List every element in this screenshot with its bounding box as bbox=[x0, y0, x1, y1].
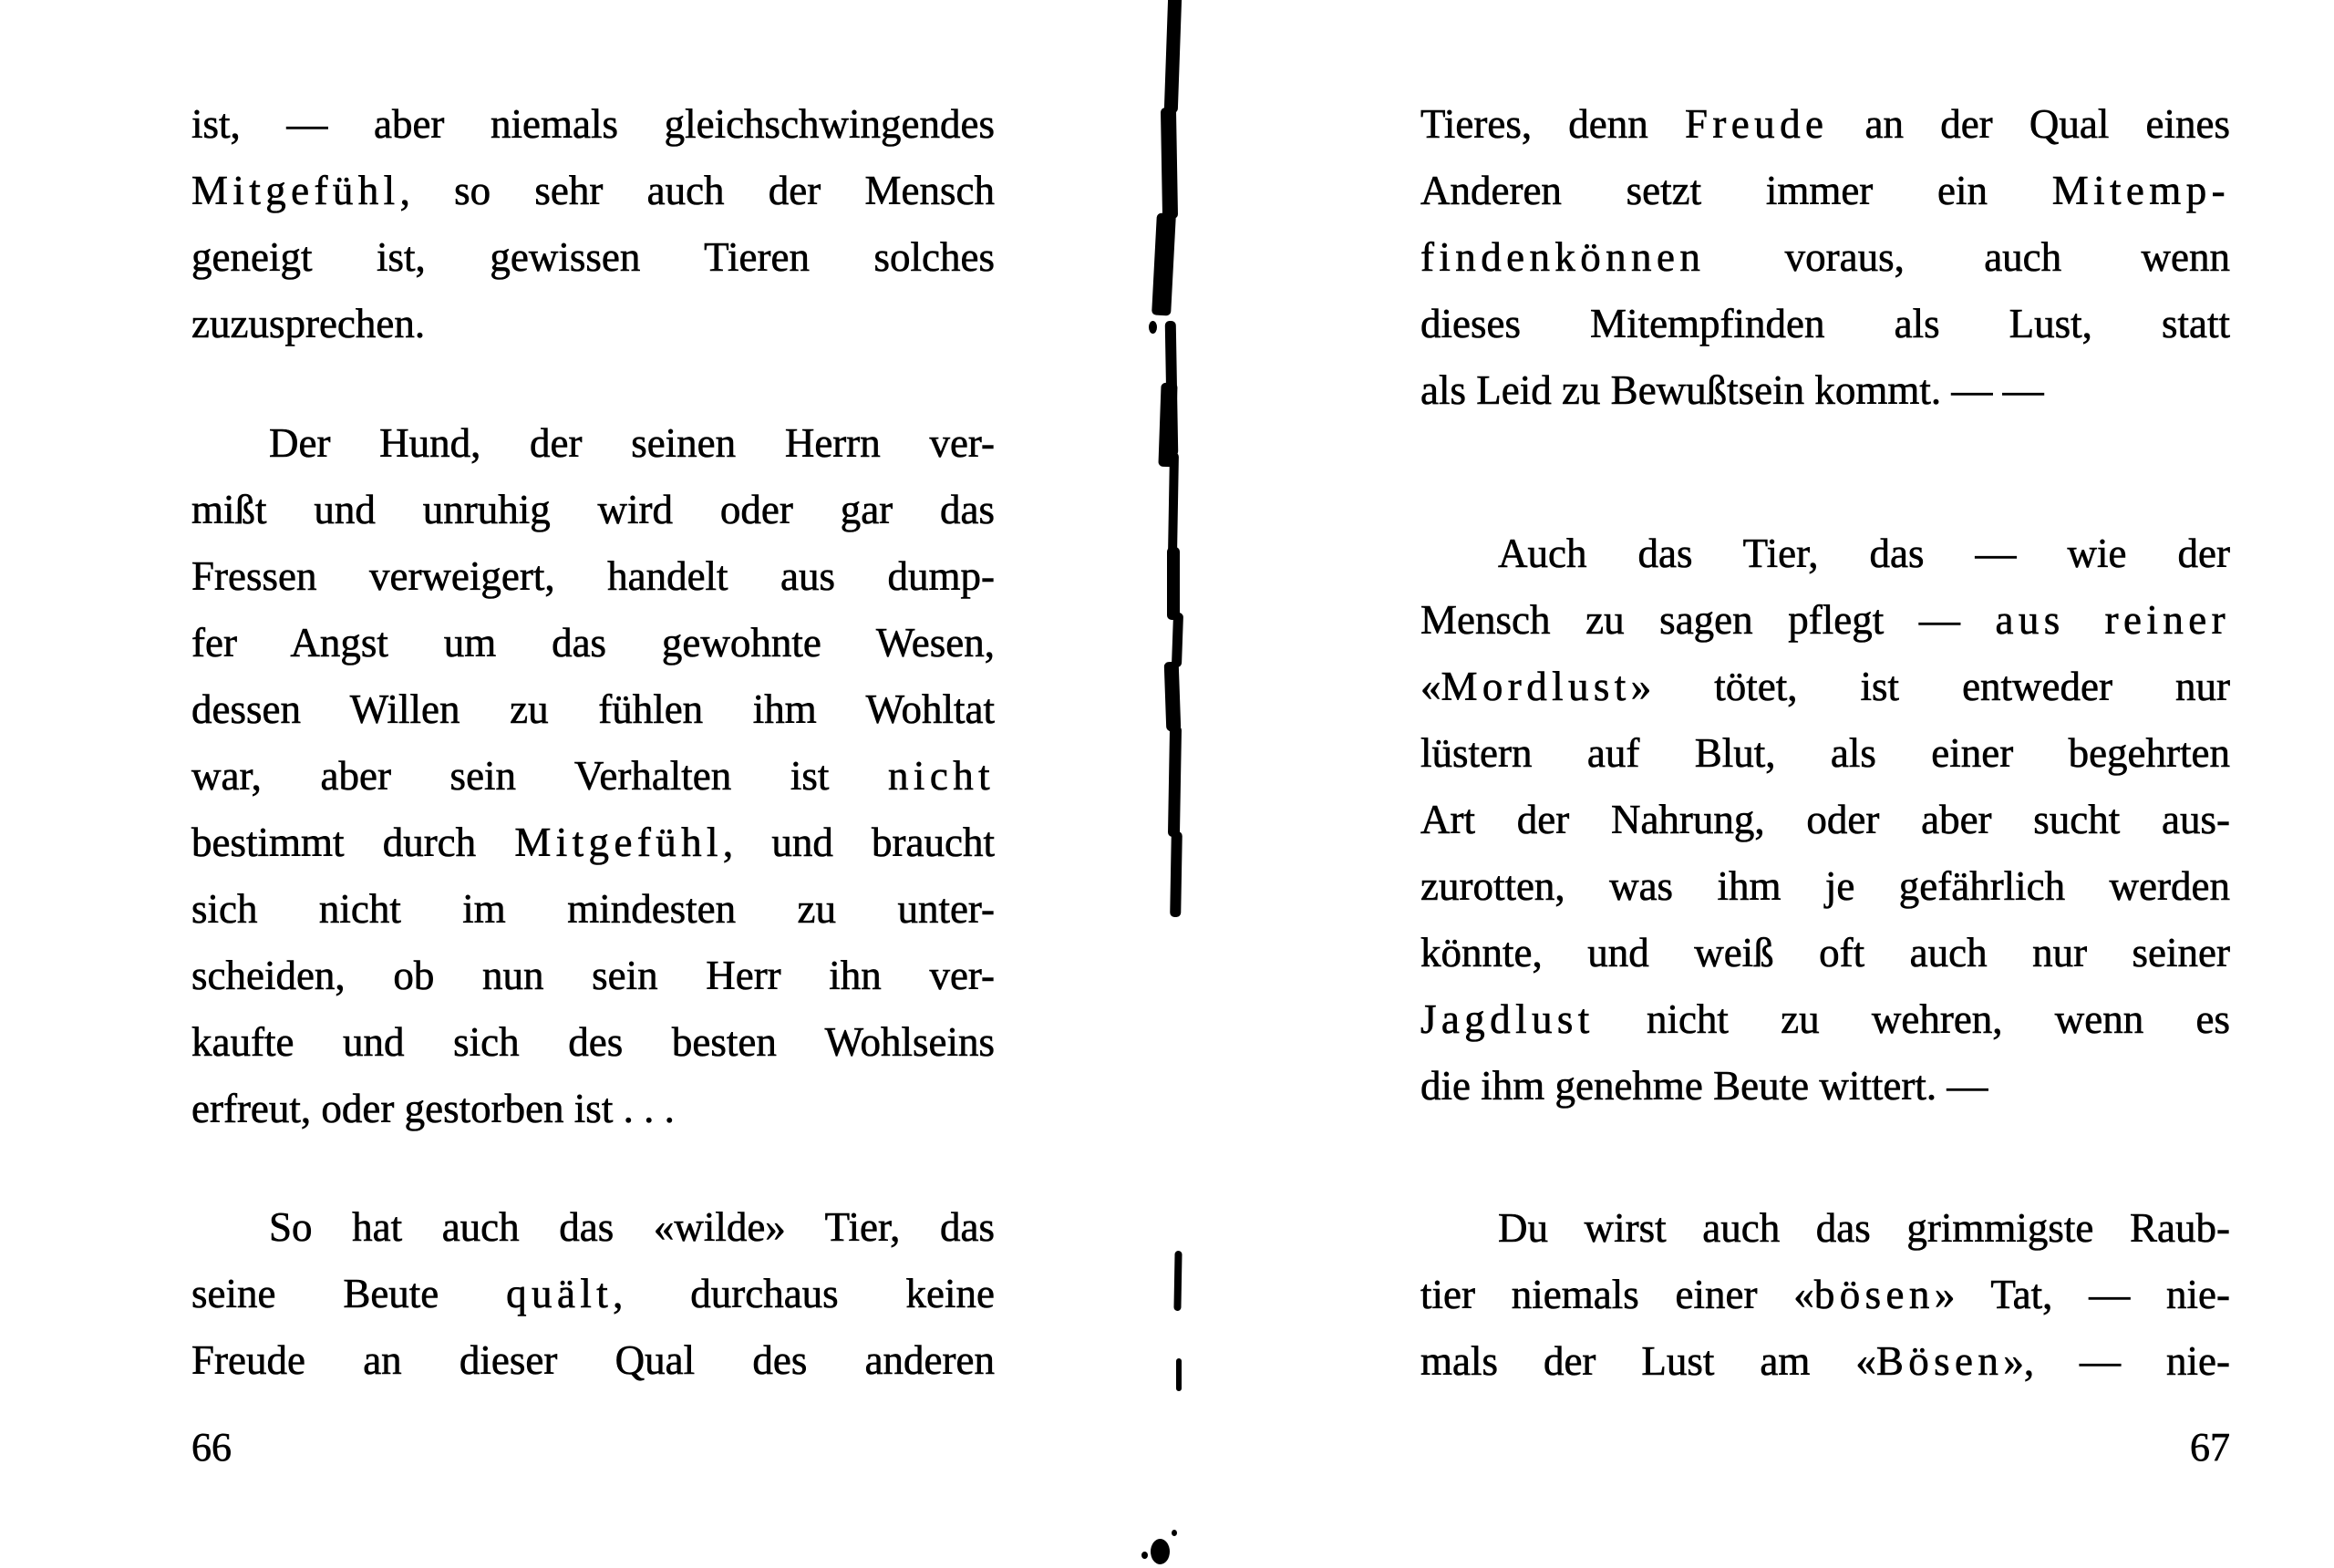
letterspaced-text: aus reiner bbox=[1995, 597, 2230, 643]
gutter-fold-mark bbox=[1176, 1358, 1182, 1391]
gutter-fold-mark bbox=[1167, 547, 1180, 620]
text-line bbox=[1420, 521, 2230, 587]
text-line bbox=[1420, 1053, 2230, 1119]
text-run: geneigt ist, gewissen Tieren solches bbox=[191, 234, 995, 280]
text-line bbox=[1420, 291, 2230, 357]
text-line bbox=[191, 1194, 995, 1261]
text-run: Auch das Tier, das — wie der bbox=[1498, 531, 2230, 576]
text-line bbox=[191, 943, 995, 1009]
text-run: dieses Mitempfinden als Lust, statt bbox=[1420, 301, 2230, 346]
letterspaced-text: Freude bbox=[1684, 101, 1829, 147]
text-run: , so sehr auch der Mensch bbox=[399, 168, 995, 213]
text-run: erfreut, oder gestorben ist . . . bbox=[191, 1086, 675, 1131]
text-run: dessen Willen zu fühlen ihm Wohltat bbox=[191, 686, 995, 732]
text-line bbox=[1420, 920, 2230, 986]
text-run: Fressen verweigert, handelt aus dump- bbox=[191, 553, 995, 599]
text-line bbox=[1420, 986, 2230, 1053]
text-line bbox=[191, 743, 995, 810]
text-run: ist, — aber niemals gleichschwingendes bbox=[191, 101, 995, 147]
text-run: lüstern auf Blut, als einer begehrten bbox=[1420, 730, 2230, 776]
gutter-fold-mark bbox=[1164, 662, 1182, 732]
text-run: könnte, und weiß oft auch nur seiner bbox=[1420, 930, 2230, 975]
text-run: « bbox=[1420, 664, 1441, 709]
gutter-fold-mark bbox=[1168, 452, 1179, 554]
paragraph bbox=[191, 1194, 995, 1394]
text-line bbox=[1420, 1195, 2230, 1262]
text-line bbox=[1420, 1328, 2230, 1395]
text-line bbox=[191, 810, 995, 876]
gutter-fold-mark bbox=[1164, 0, 1182, 113]
paragraph bbox=[191, 410, 995, 1142]
text-line bbox=[191, 676, 995, 743]
text-line bbox=[191, 477, 995, 543]
letterspaced-text: Mordlust bbox=[1441, 664, 1631, 709]
gutter-fold-mark bbox=[1168, 726, 1182, 837]
text-line bbox=[1420, 224, 2230, 291]
gutter-fold-mark bbox=[1149, 321, 1157, 334]
text-run: Freude an dieser Qual des anderen bbox=[191, 1337, 995, 1383]
text-line bbox=[191, 1009, 995, 1076]
text-line bbox=[191, 91, 995, 158]
text-run: , und braucht bbox=[722, 820, 995, 865]
text-line bbox=[1420, 91, 2230, 158]
text-line bbox=[191, 410, 995, 477]
text-line bbox=[1420, 853, 2230, 920]
text-line bbox=[191, 1327, 995, 1394]
text-run: zuzusprechen. bbox=[191, 301, 426, 346]
text-line bbox=[191, 158, 995, 224]
gutter-fold-mark bbox=[1151, 1539, 1170, 1564]
gutter-fold-mark bbox=[1152, 213, 1176, 316]
text-run: nicht zu wehren, wenn es bbox=[1594, 996, 2230, 1042]
text-run: Mensch zu sagen pflegt — bbox=[1420, 597, 1996, 643]
text-run: » Tat, — nie- bbox=[1934, 1272, 2230, 1317]
gutter-fold-mark bbox=[1141, 1552, 1148, 1559]
text-run: Tieres, denn bbox=[1420, 101, 1685, 147]
letterspaced-text: quält bbox=[506, 1271, 614, 1316]
paragraph bbox=[191, 91, 995, 357]
gutter-fold-mark bbox=[1170, 831, 1182, 917]
text-line bbox=[191, 291, 995, 357]
gutter-fold-mark bbox=[1158, 383, 1177, 468]
text-run: bestimmt durch bbox=[191, 820, 515, 865]
gutter-fold-mark bbox=[1172, 613, 1183, 667]
text-run: » tötet, ist entweder nur bbox=[1630, 664, 2230, 709]
text-run: sich nicht im mindesten zu unter- bbox=[191, 886, 995, 932]
letterspaced-text: nicht bbox=[888, 753, 995, 799]
text-run: als Leid zu Bewußtsein kommt. — — bbox=[1420, 367, 2044, 413]
text-line bbox=[191, 543, 995, 610]
text-line bbox=[1420, 1262, 2230, 1328]
paragraph bbox=[1420, 91, 2230, 424]
paragraph bbox=[1420, 521, 2230, 1119]
gutter-fold-mark bbox=[1173, 1251, 1182, 1311]
page-right-text bbox=[1420, 91, 2230, 1395]
text-line bbox=[191, 610, 995, 676]
gutter-fold-mark bbox=[1172, 1530, 1177, 1536]
text-run: war, aber sein Verhalten ist bbox=[191, 753, 889, 799]
text-line bbox=[1420, 158, 2230, 224]
letterspaced-text: Bösen bbox=[1875, 1338, 2004, 1384]
text-run: », — nie- bbox=[2003, 1338, 2230, 1384]
text-line bbox=[1420, 654, 2230, 720]
letterspaced-text: Jagdlust bbox=[1420, 996, 1595, 1042]
text-run: scheiden, ob nun sein Herr ihn ver- bbox=[191, 953, 995, 998]
letterspaced-text: findenkönnen bbox=[1420, 234, 1706, 280]
page-number-right: 67 bbox=[2190, 1425, 2230, 1470]
text-line bbox=[191, 1261, 995, 1327]
text-run: voraus, auch wenn bbox=[1705, 234, 2230, 280]
gutter-fold-mark bbox=[1165, 321, 1179, 456]
text-run: So hat auch das «wilde» Tier, das bbox=[269, 1204, 995, 1250]
page-number-left: 66 bbox=[191, 1425, 232, 1470]
text-line bbox=[1420, 787, 2230, 853]
text-run: , durchaus keine bbox=[613, 1271, 995, 1316]
text-run: seine Beute bbox=[191, 1271, 507, 1316]
text-run: Der Hund, der seinen Herrn ver- bbox=[269, 420, 995, 466]
letterspaced-text: Mitgefühl bbox=[191, 168, 400, 213]
text-run: Art der Nahrung, oder aber sucht aus- bbox=[1420, 797, 2230, 842]
paragraph bbox=[1420, 1195, 2230, 1395]
text-line bbox=[1420, 587, 2230, 654]
text-run: zurotten, was ihm je gefährlich werden bbox=[1420, 863, 2230, 909]
text-line bbox=[191, 876, 995, 943]
text-run: Anderen setzt immer ein bbox=[1420, 168, 2052, 213]
letterspaced-text: Mitemp- bbox=[2051, 168, 2230, 213]
text-run: kaufte und sich des besten Wohlseins bbox=[191, 1019, 995, 1065]
text-line bbox=[1420, 357, 2230, 424]
gutter-fold-mark bbox=[1161, 108, 1178, 219]
text-line bbox=[191, 224, 995, 291]
text-run: fer Angst um das gewohnte Wesen, bbox=[191, 620, 995, 665]
text-line bbox=[1420, 720, 2230, 787]
letterspaced-text: bösen bbox=[1813, 1272, 1935, 1317]
text-run: an der Qual eines bbox=[1828, 101, 2231, 147]
letterspaced-text: Mitgefühl bbox=[514, 820, 723, 865]
text-run: tier niemals einer « bbox=[1420, 1272, 1814, 1317]
text-run: Du wirst auch das grimmigste Raub- bbox=[1498, 1205, 2230, 1251]
text-run: die ihm genehme Beute wittert. — bbox=[1420, 1063, 1988, 1109]
text-line bbox=[191, 1076, 995, 1142]
text-run: mißt und unruhig wird oder gar das bbox=[191, 487, 995, 532]
text-run: mals der Lust am « bbox=[1420, 1338, 1876, 1384]
page-left-text bbox=[191, 91, 995, 1394]
